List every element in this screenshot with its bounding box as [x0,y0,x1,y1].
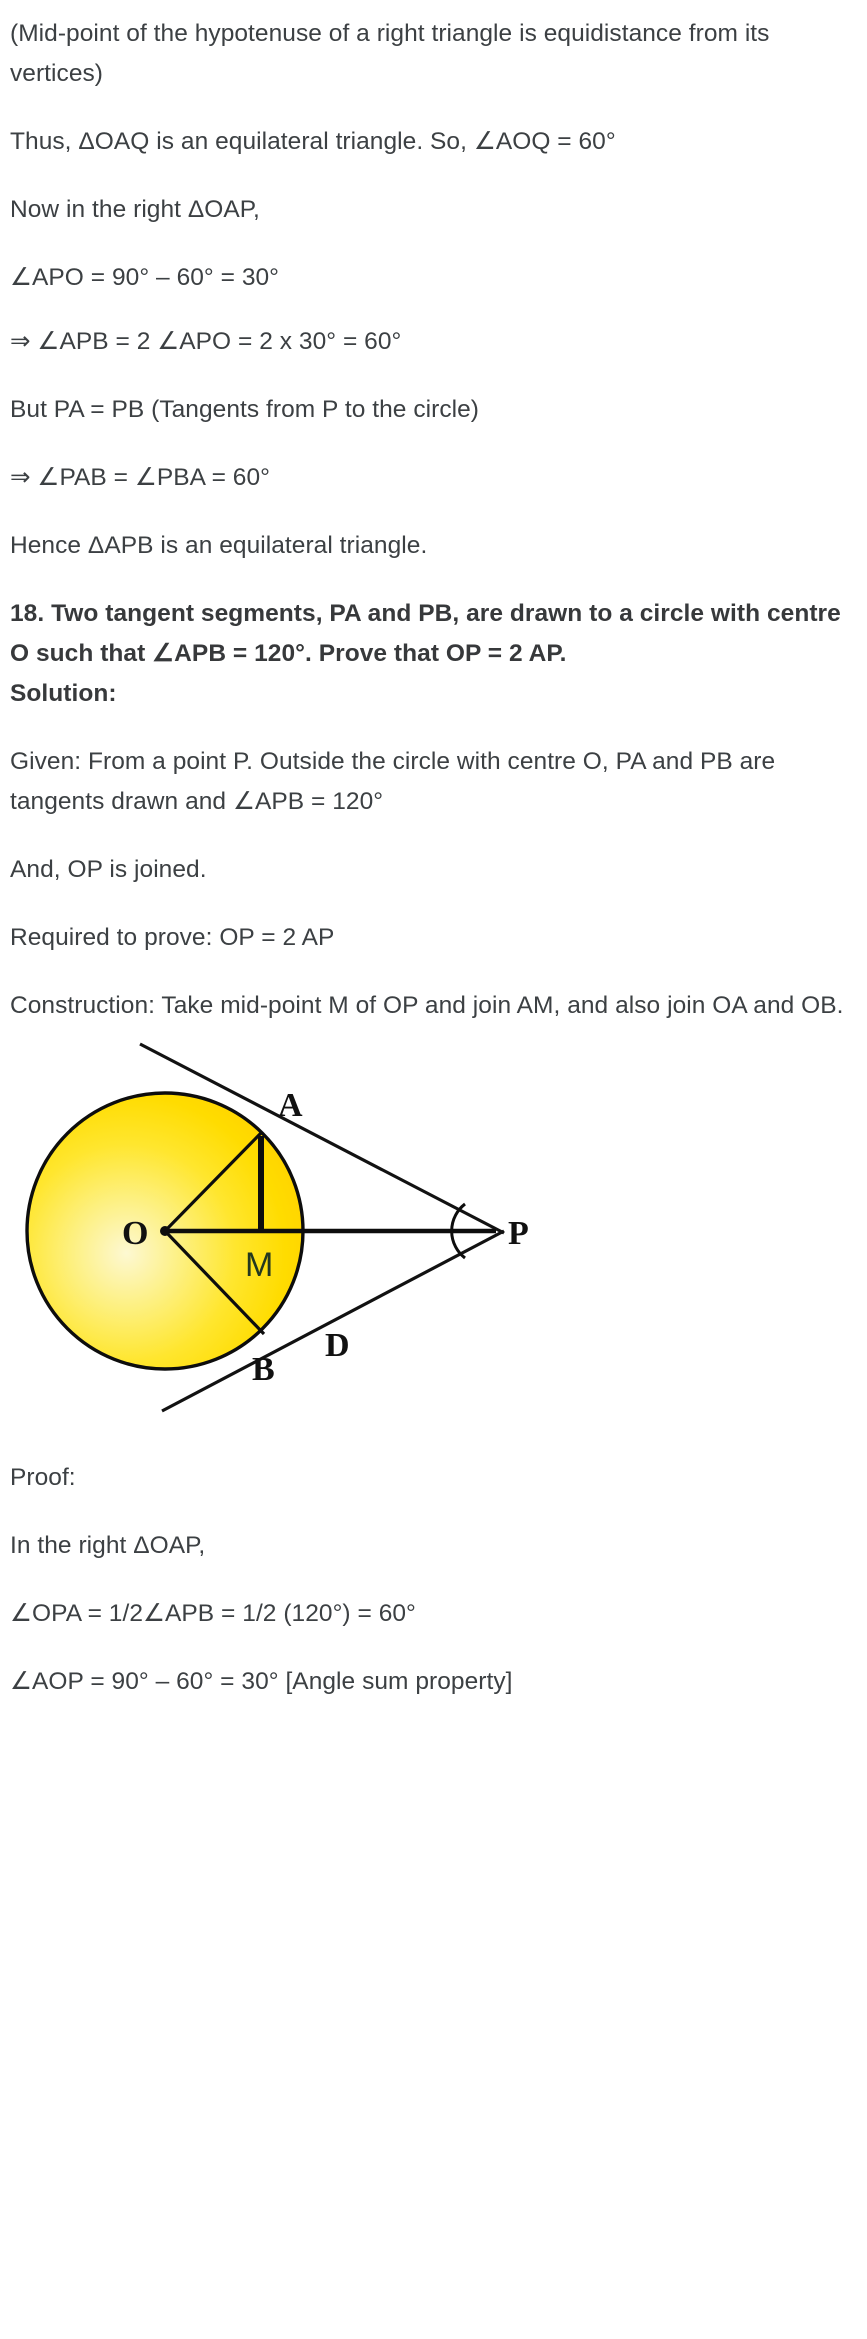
equation-angle-apo: ∠APO = 90° – 60° = 30° [10,264,280,291]
circle-with-two-tangents-diagram [10,1026,630,1446]
point-o-marker [160,1226,170,1236]
paragraph-right-triangle-oap: Now in the right ΔOAP, [10,196,260,223]
label-b: B [252,1351,275,1388]
paragraph-op-joined: And, OP is joined. [10,856,207,883]
spacer [10,1566,857,1594]
paragraph-equilateral-oaq: Thus, ΔOAQ is an equilateral triangle. So, ∠AOQ = 60° [10,128,616,155]
spacer [10,1446,857,1458]
spacer [10,714,857,742]
paragraph-midpoint-note: (Mid-point of the hypotenuse of a right triangle is equidistance from its vertices) [10,20,770,87]
solution-label: Solution: [10,680,117,707]
spacer [10,298,857,322]
paragraph-given: Given: From a point P. Outside the circle with centre O, PA and PB are tangents drawn and ∠APB = 120° [10,748,776,815]
paragraph-construction: Construction: Take mid-point M of OP and join AM, and also join OA and OB. [10,992,844,1019]
label-p: P [508,1215,529,1252]
spacer [10,430,857,458]
paragraph-in-right-oap: In the right ΔOAP, [10,1532,206,1559]
spacer [10,822,857,850]
paragraph-tangents-equal: But PA = PB (Tangents from P to the circle) [10,396,480,423]
equation-angle-pab-pba: ⇒ ∠PAB = ∠PBA = 60° [10,464,270,491]
spacer [10,162,857,190]
spacer [10,94,857,122]
spacer [10,958,857,986]
label-o: O [122,1215,149,1252]
spacer [10,498,857,526]
spacer [10,230,857,258]
label-m: M [245,1246,274,1284]
paragraph-required-to-prove: Required to prove: OP = 2 AP [10,924,335,951]
spacer [10,1634,857,1662]
label-a: A [278,1087,303,1124]
spacer [10,1498,857,1526]
equation-angle-aop: ∠AOP = 90° – 60° = 30° [Angle sum property] [10,1668,513,1695]
label-d: D [325,1327,350,1364]
equation-angle-apb: ⇒ ∠APB = 2 ∠APO = 2 x 30° = 60° [10,328,402,355]
equation-angle-opa: ∠OPA = 1/2∠APB = 1/2 (120°) = 60° [10,1600,416,1627]
spacer [10,362,857,390]
figure-container [10,1026,857,1446]
spacer [10,566,857,594]
proof-label: Proof: [10,1464,76,1491]
question-18: 18. Two tangent segments, PA and PB, are drawn to a circle with centre O such that ∠APB = 120°. Prove that OP = 2 AP. [10,600,841,667]
paragraph-hence-equilateral: Hence ΔAPB is an equilateral triangle. [10,532,428,559]
spacer [10,890,857,918]
